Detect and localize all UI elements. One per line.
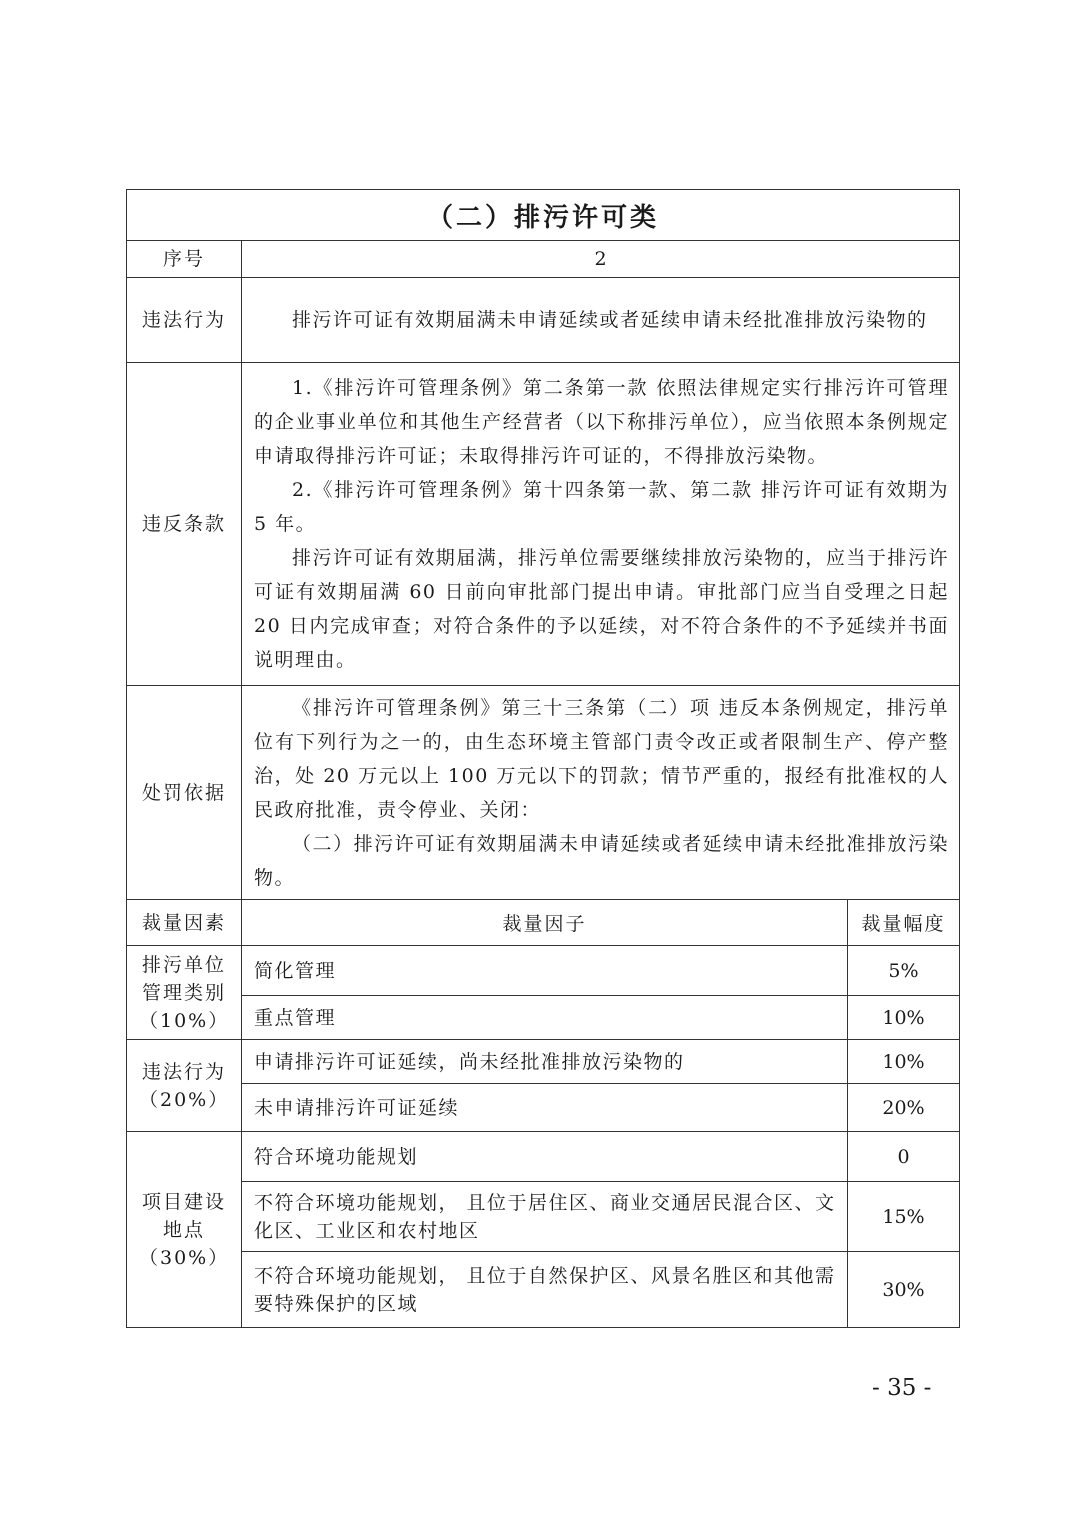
penalty-label: 处罚依据 bbox=[127, 686, 242, 900]
factor-range: 15% bbox=[848, 1182, 960, 1252]
clause-paragraph: 2.《排污许可管理条例》第十四条第一款、第二款 排污许可证有效期为 5 年。 bbox=[254, 479, 949, 535]
seq-value: 2 bbox=[242, 241, 960, 278]
factor-range: 20% bbox=[848, 1084, 960, 1132]
factor-range: 5% bbox=[848, 946, 960, 996]
factor-item: 符合环境功能规划 bbox=[242, 1132, 848, 1182]
factor-range: 10% bbox=[848, 1040, 960, 1084]
factor-item: 申请排污许可证延续，尚未经批准排放污染物的 bbox=[242, 1040, 848, 1084]
penalty-discretion-table bbox=[126, 189, 960, 1328]
clause-label: 违反条款 bbox=[127, 363, 242, 686]
page-number: - 35 - bbox=[872, 1375, 932, 1401]
penalty-text-cell bbox=[242, 686, 960, 900]
penalty-paragraph: （二）排污许可证有效期届满未申请延续或者延续申请未经批准排放污染物。 bbox=[254, 832, 949, 889]
clause-paragraph: 排污许可证有效期届满，排污单位需要继续排放污染物的，应当于排污许可证有效期届满 60 日前向审批部门提出申请。审批部门应当自受理之日起 20 日内完成审查；对符合条件的予以延续，对不符合条件的不予延续并书面说明理由。 bbox=[254, 547, 949, 671]
range-header: 裁量幅度 bbox=[848, 900, 960, 946]
factor-item: 不符合环境功能规划， 且位于自然保护区、风景名胜区和其他需要特殊保护的区域 bbox=[242, 1252, 848, 1328]
clause-text-cell bbox=[242, 363, 960, 686]
factor-range: 30% bbox=[848, 1252, 960, 1328]
clause-paragraph: 1.《排污许可管理条例》第二条第一款 依照法律规定实行排污许可管理的企业事业单位和其他生产经营者（以下称排污单位），应当依照本条例规定申请取得排污许可证；未取得排污许可证的，不得排放污染物。 bbox=[254, 377, 949, 467]
factor-item: 重点管理 bbox=[242, 996, 848, 1040]
factor-range: 10% bbox=[848, 996, 960, 1040]
seq-label: 序号 bbox=[127, 241, 242, 278]
factor-header: 裁量因素 bbox=[127, 900, 242, 946]
factor-range: 0 bbox=[848, 1132, 960, 1182]
factor-item: 不符合环境功能规划， 且位于居住区、商业交通居民混合区、文化区、工业区和农村地区 bbox=[242, 1182, 848, 1252]
factor-group-label: 排污单位管理类别（10%） bbox=[127, 946, 242, 1040]
violation-label: 违法行为 bbox=[127, 278, 242, 363]
factor-items-header: 裁量因子 bbox=[242, 900, 848, 946]
factor-item: 简化管理 bbox=[242, 946, 848, 996]
violation-text-cell bbox=[242, 278, 960, 363]
factor-item: 未申请排污许可证延续 bbox=[242, 1084, 848, 1132]
factor-group-label: 项目建设地点（30%） bbox=[127, 1132, 242, 1328]
penalty-paragraph: 《排污许可管理条例》第三十三条第（二）项 违反本条例规定，排污单位有下列行为之一的，由生态环境主管部门责令改正或者限制生产、停产整治，处 20 万元以上 100 万元以下的罚款；情节严重的，报经有批准权的人民政府批准，责令停业、关闭： bbox=[254, 696, 949, 821]
violation-text: 排污许可证有效期届满未申请延续或者延续申请未经批准排放污染物的 bbox=[292, 309, 928, 331]
section-title: （二）排污许可类 bbox=[127, 190, 960, 241]
factor-group-label: 违法行为（20%） bbox=[127, 1040, 242, 1132]
